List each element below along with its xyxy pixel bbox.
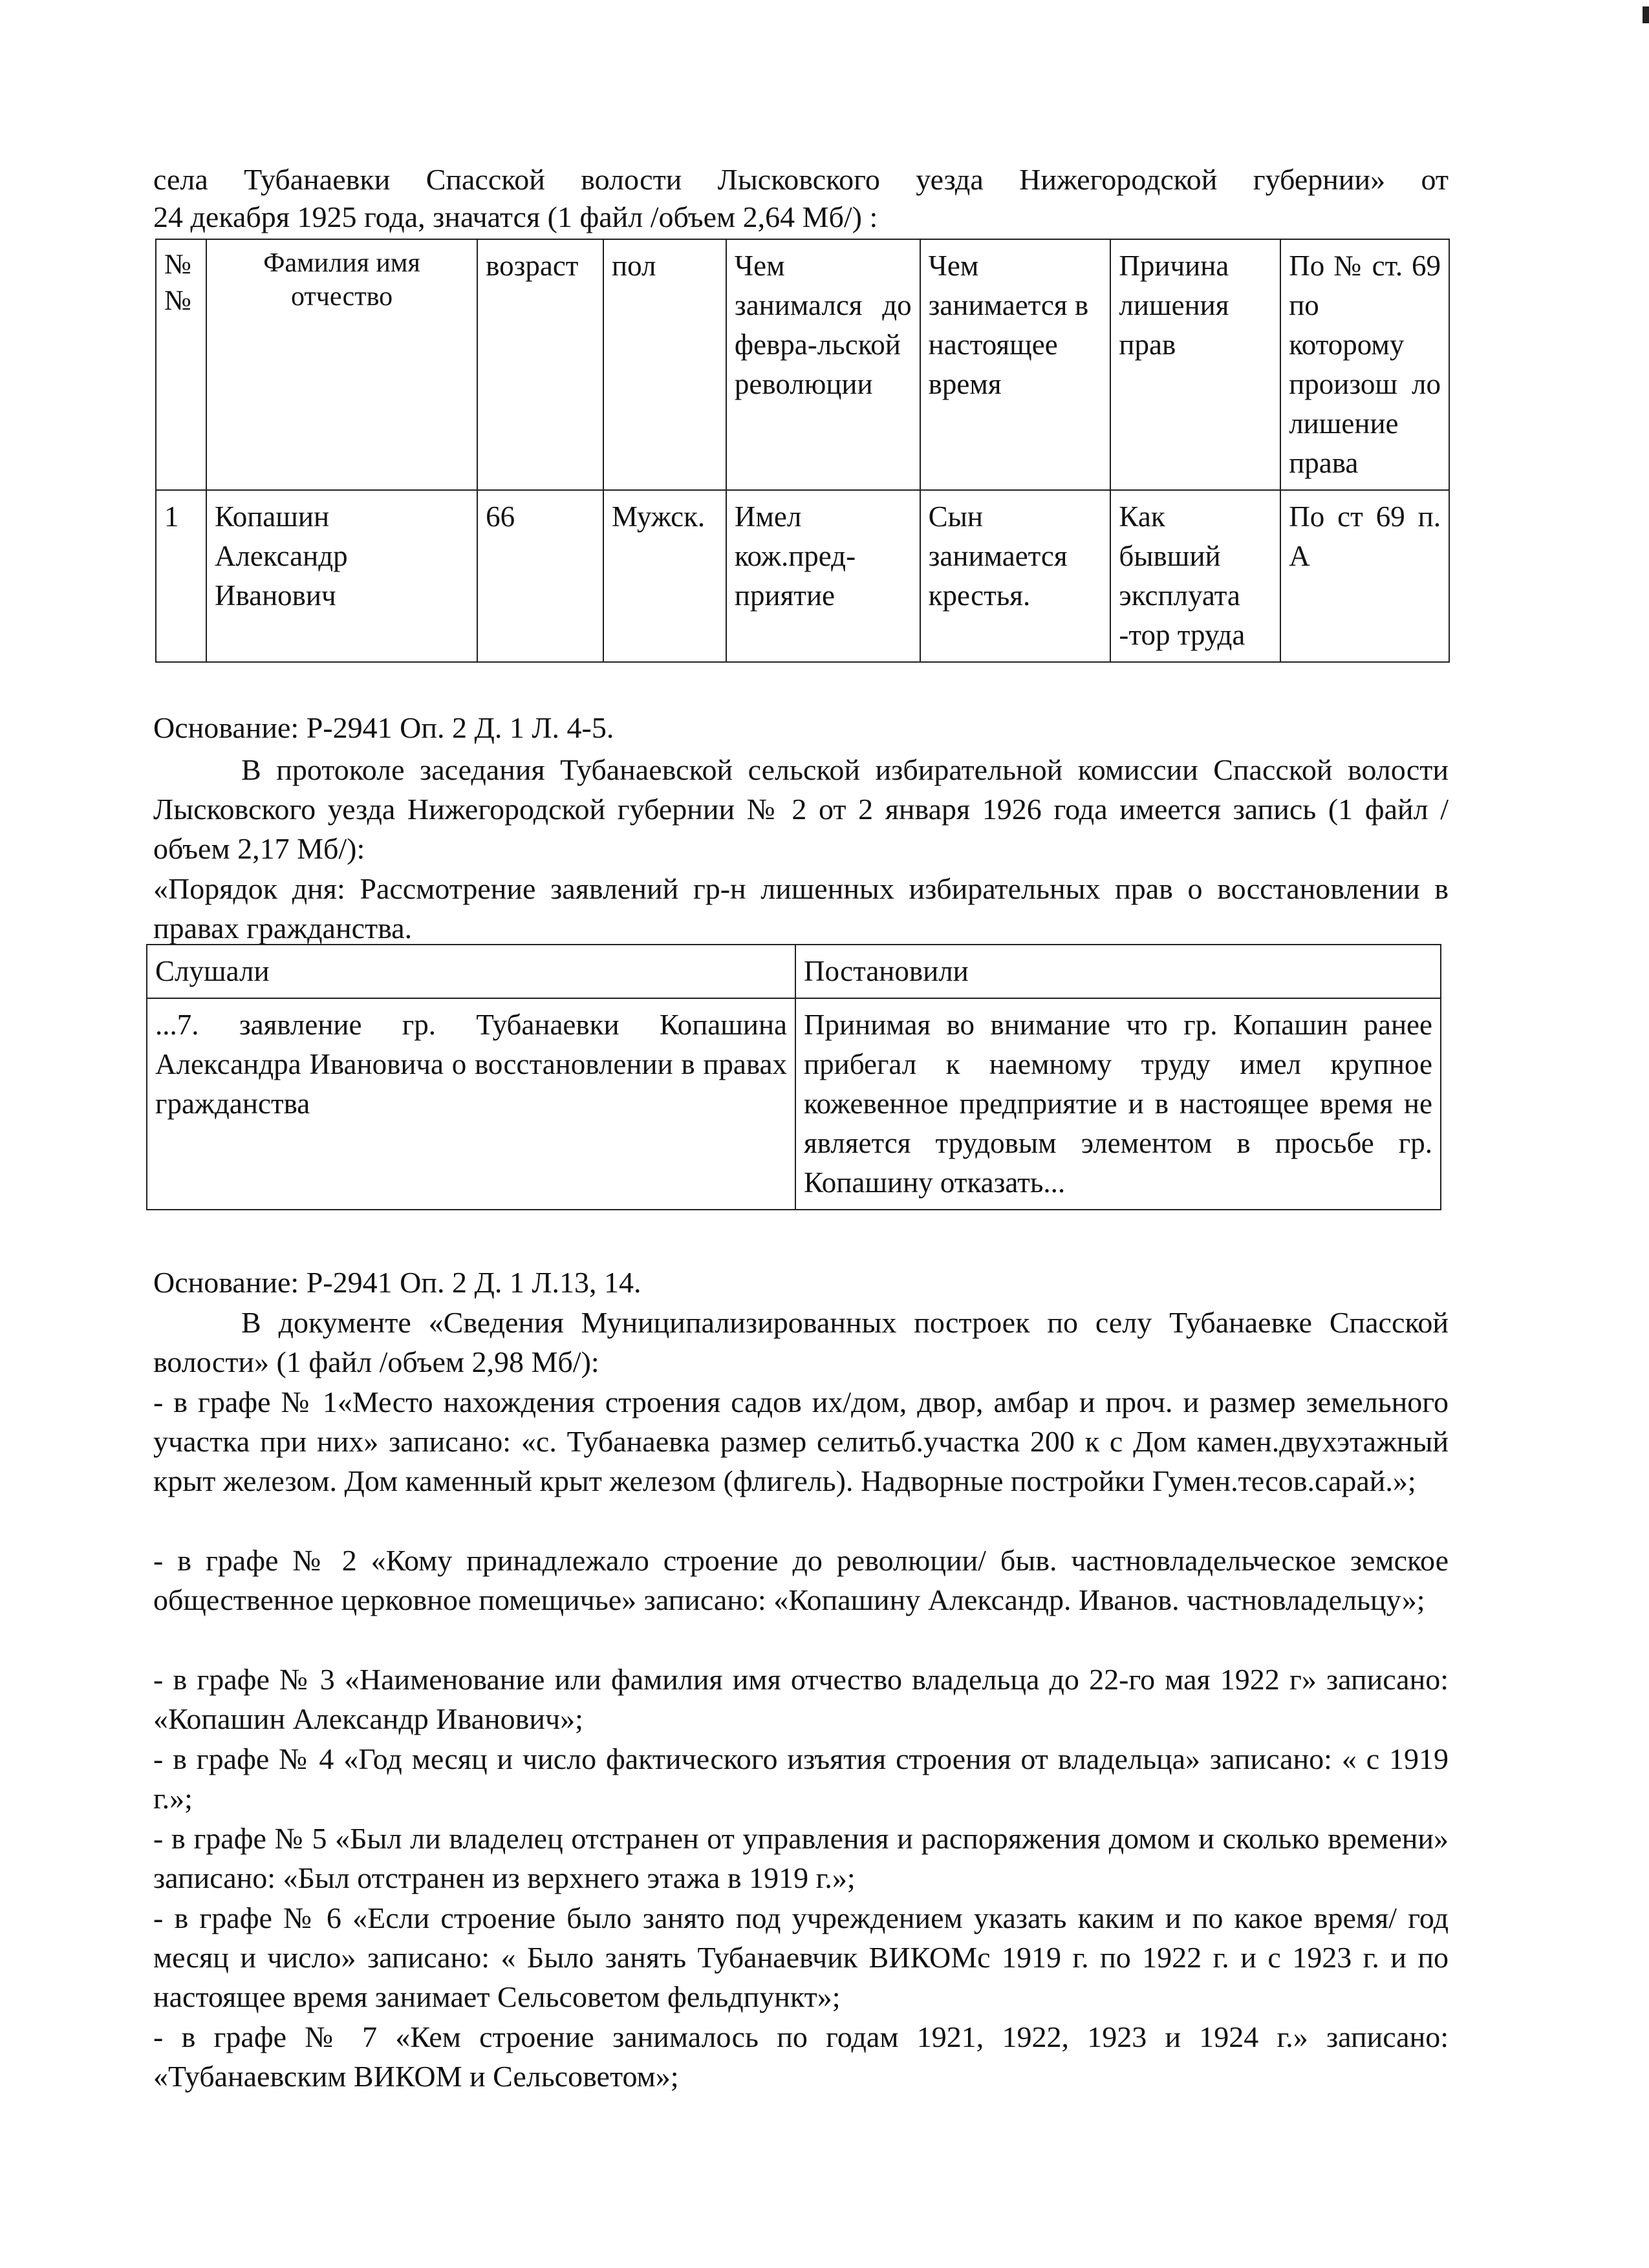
list-item: - в графе № 4 «Год месяц и число фактического изъятия строения от владельца» записано: « с 1919 г.»;	[153, 1742, 1449, 1815]
protocol-paragraph: В протоколе заседания Тубанаевской сельской избирательной комиссии Спасской волости Лысковского уезда Нижегородской губернии № 2 от 2 января 1926 года имеется запись (1 файл /объем 2,17 Мб/):	[153, 753, 1449, 865]
header-reason: Причина лишения прав	[1110, 239, 1280, 490]
header-full-name: Фамилия имя отчество	[206, 239, 477, 490]
header-occupation-before: Чем занимался до февра-льской революции	[726, 239, 920, 490]
header-sex: пол	[603, 239, 726, 490]
agenda-paragraph: «Порядок дня: Рассмотрение заявлений гр-н лишенных избирательных прав о восстановлении в правах гражданства.	[153, 872, 1449, 945]
list-item: - в графе № 2 «Кому принадлежало строение до революции/ быв. частновладельческое земское общественное церковное помещичье» записано: «Копашину Александр. Иванов. частновладельцу»;	[153, 1544, 1449, 1616]
header-occupation-now: Чем занимается в настоящее время	[920, 239, 1111, 490]
list-item: - в графе № 1«Место нахождения строения садов их/дом, двор, амбар и проч. и размер земельного участка при них» записано: «с. Тубанаевка размер селитьб.участка 200 к с Дом камен.двухэтажный крыт железом. Дом каменный крыт железом (флигель). Надворные постройки Гумен.тесов.сарай.»;	[153, 1385, 1449, 1497]
table-header-row	[156, 239, 1449, 490]
list-item: - в графе № 5 «Был ли владелец отстранен от управления и распоряжения домом и сколько времени» записано: «Был отстранен из верхнего этажа в 1919 г.»;	[153, 1822, 1449, 1894]
cell-reason: Как бывший эксплуата -тор труда	[1110, 490, 1280, 662]
header-number: № №	[156, 239, 206, 490]
document-paragraph: В документе «Сведения Муниципализированных построек по селу Тубанаевке Спасской волости» (1 файл /объем 2,98 Мб/):	[153, 1306, 1449, 1378]
deprived-persons-table	[155, 239, 1450, 663]
cell-number: 1	[156, 490, 206, 662]
intro-line-1: села Тубанаевки Спасской волости Лысковского уезда Нижегородской губернии» от	[153, 163, 1449, 196]
scan-edge-mark	[1643, 6, 1649, 23]
cell-article: По ст 69 п. А	[1280, 490, 1449, 662]
header-heard: Слушали	[147, 945, 795, 998]
cell-sex: Мужск.	[603, 490, 726, 662]
list-item: - в графе № 3 «Наименование или фамилия имя отчество владельца до 22-го мая 1922 г» записано: «Копашин Александр Иванович»;	[153, 1663, 1449, 1735]
hearing-table	[146, 944, 1441, 1210]
table-header-row	[147, 945, 1441, 998]
basis-2: Основание: Р-2941 Оп. 2 Д. 1 Л.13, 14.	[153, 1266, 641, 1299]
table-row	[156, 490, 1449, 662]
basis-1: Основание: Р-2941 Оп. 2 Д. 1 Л. 4-5.	[153, 711, 614, 744]
cell-full-name: Копашин Александр Иванович	[206, 490, 477, 662]
header-age: возраст	[477, 239, 603, 490]
cell-occupation-now: Сын занимается крестья.	[920, 490, 1111, 662]
cell-occupation-before: Имел кож.пред-приятие	[726, 490, 920, 662]
cell-heard: ...7. заявление гр. Тубанаевки Копашина Александра Ивановича о восстановлении в правах гражданства	[147, 998, 795, 1210]
list-item: - в графе № 7 «Кем строение занималось по годам 1921, 1922, 1923 и 1924 г.» записано: «Тубанаевским ВИКОМ и Сельсоветом»;	[153, 2020, 1449, 2093]
cell-resolved: Принимая во внимание что гр. Копашин ранее прибегал к наемному труду имел крупное кожевенное предприятие и в настоящее время не является трудовым элементом в просьбе гр. Копашину отказать...	[795, 998, 1441, 1210]
table-row	[147, 998, 1441, 1210]
list-item: - в графе № 6 «Если строение было занято под учреждением указать каким и по какое время/ год месяц и число» записано: « Было занять Тубанаевчик ВИКОМс 1919 г. по 1922 г. и с 1923 г. и по настоящее время занимает Сельсоветом фельдпункт»;	[153, 1901, 1449, 2013]
cell-age: 66	[477, 490, 603, 662]
header-resolved: Постановили	[795, 945, 1441, 998]
intro-line-2: 24 декабря 1925 года, значатся (1 файл /объем 2,64 Мб/) :	[153, 200, 878, 233]
header-article: По № ст. 69 по которому произош ло лишение права	[1280, 239, 1449, 490]
